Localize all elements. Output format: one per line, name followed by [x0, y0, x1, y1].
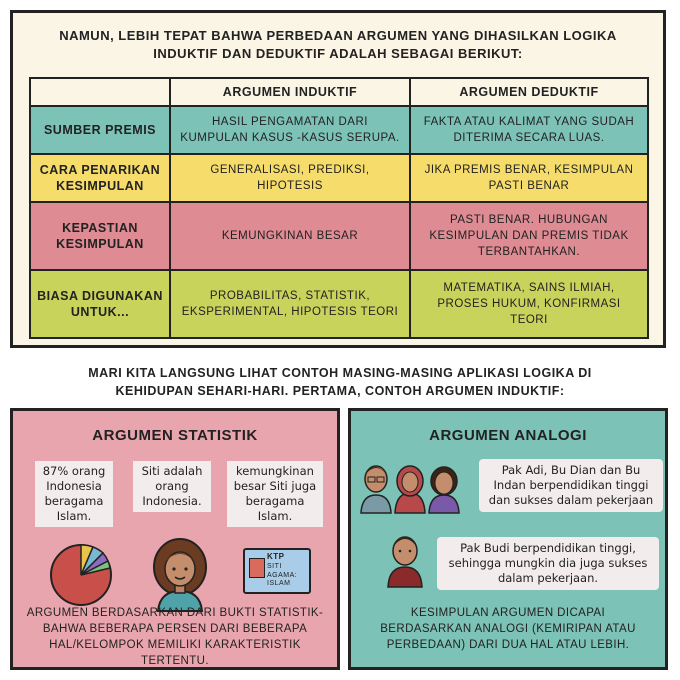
- argumen-analogi-panel: [348, 408, 668, 670]
- cell-deduktif: FAKTA ATAU KALIMAT YANG SUDAH DITERIMA SECARA LUAS.: [410, 106, 648, 154]
- cell-deduktif: JIKA PREMIS BENAR, KESIMPULAN PASTI BENAR: [410, 154, 648, 202]
- statistik-note-3: kemungkinan besar Siti juga beragama Islam.: [227, 461, 323, 527]
- row-label-sumber-premis: SUMBER PREMIS: [30, 106, 170, 154]
- bu-indan-avatar-icon: [427, 459, 461, 513]
- statistik-conclusion: ARGUMEN BERDASARKAN DARI BUKTI STATISTIK- BAHWA BEBERAPA PERSEN DARI BEBERAPA HAL/KELOMPOK MEMILIKI KARAKTERISTIK TERTENTU.: [26, 607, 324, 667]
- ktp-card-icon: [243, 548, 311, 594]
- analogi-conclusion: KESIMPULAN ARGUMEN DICAPAI BERDASARKAN ANALOGI (KEMIRIPAN ATAU PERBEDAAN) DARI DUA HAL ATAU LEBIH.: [380, 607, 636, 651]
- header-empty: [30, 78, 170, 106]
- statistik-note-2: Siti adalah orang Indonesia.: [133, 461, 211, 512]
- table-row: [30, 154, 648, 202]
- middle-text: MARI KITA LANGSUNG LIHAT CONTOH MASING-MASING APLIKASI LOGIKA DI KEHIDUPAN SEHARI-HARI. PERTAMA, CONTOH ARGUMEN INDUKTIF:: [88, 366, 592, 398]
- row-label-cara-penarikan: CARA PENARIKAN KESIMPULAN: [30, 154, 170, 202]
- cell-induktif: KEMUNGKINAN BESAR: [170, 202, 410, 270]
- cell-deduktif: MATEMATIKA, SAINS ILMIAH, PROSES HUKUM, KONFIRMASI TEORI: [410, 270, 648, 338]
- argumen-statistik-panel: [10, 408, 340, 670]
- table-row: [30, 270, 648, 338]
- row-label-kepastian: KEPASTIAN KESIMPULAN: [30, 202, 170, 270]
- ktp-religion: AGAMA: ISLAM: [267, 572, 298, 587]
- row-label-biasa-digunakan: BIASA DIGUNAKAN UNTUK...: [30, 270, 170, 338]
- cell-induktif: HASIL PENGAMATAN DARI KUMPULAN KASUS -KASUS SERUPA.: [170, 106, 410, 154]
- pak-adi-avatar-icon: [359, 457, 393, 513]
- cell-induktif: PROBABILITAS, STATISTIK, EKSPERIMENTAL, HIPOTESIS TEORI: [170, 270, 410, 338]
- analogi-title: ARGUMEN ANALOGI: [429, 427, 587, 444]
- pak-budi-avatar-icon: [385, 527, 425, 587]
- header-deduktif: ARGUMEN DEDUKTIF: [410, 78, 648, 106]
- statistik-title: ARGUMEN STATISTIK: [92, 427, 258, 444]
- bu-dian-avatar-icon: [393, 457, 427, 513]
- siti-avatar-icon: [148, 533, 212, 611]
- ktp-label: KTP: [267, 552, 285, 561]
- table-row: [30, 106, 648, 154]
- table-row: [30, 202, 648, 270]
- analogi-bubble-1: Pak Adi, Bu Dian dan Bu Indan berpendidikan tinggi dan sukses dalam pekerjaan: [479, 459, 663, 512]
- ktp-photo: [249, 558, 265, 578]
- statistik-note-1: 87% orang Indonesia beragama Islam.: [35, 461, 113, 527]
- cell-induktif: GENERALISASI, PREDIKSI, HIPOTESIS: [170, 154, 410, 202]
- intro-text: NAMUN, LEBIH TEPAT BAHWA PERBEDAAN ARGUMEN YANG DIHASILKAN LOGIKA INDUKTIF DAN DEDUKTIF ADALAH SEBAGAI BERIKUT:: [59, 28, 617, 61]
- ktp-name: SITI: [267, 563, 282, 570]
- header-induktif: ARGUMEN INDUKTIF: [170, 78, 410, 106]
- comparison-panel: [10, 10, 666, 348]
- pie-chart-icon: [47, 537, 119, 607]
- cell-deduktif: PASTI BENAR. HUBUNGAN KESIMPULAN DAN PREMIS TIDAK TERBANTAHKAN.: [410, 202, 648, 270]
- comparison-table: [29, 77, 649, 339]
- analogi-bubble-2: Pak Budi berpendidikan tinggi, sehingga mungkin dia juga sukses dalam pekerjaan.: [437, 537, 659, 590]
- table-header-row: [30, 78, 648, 106]
